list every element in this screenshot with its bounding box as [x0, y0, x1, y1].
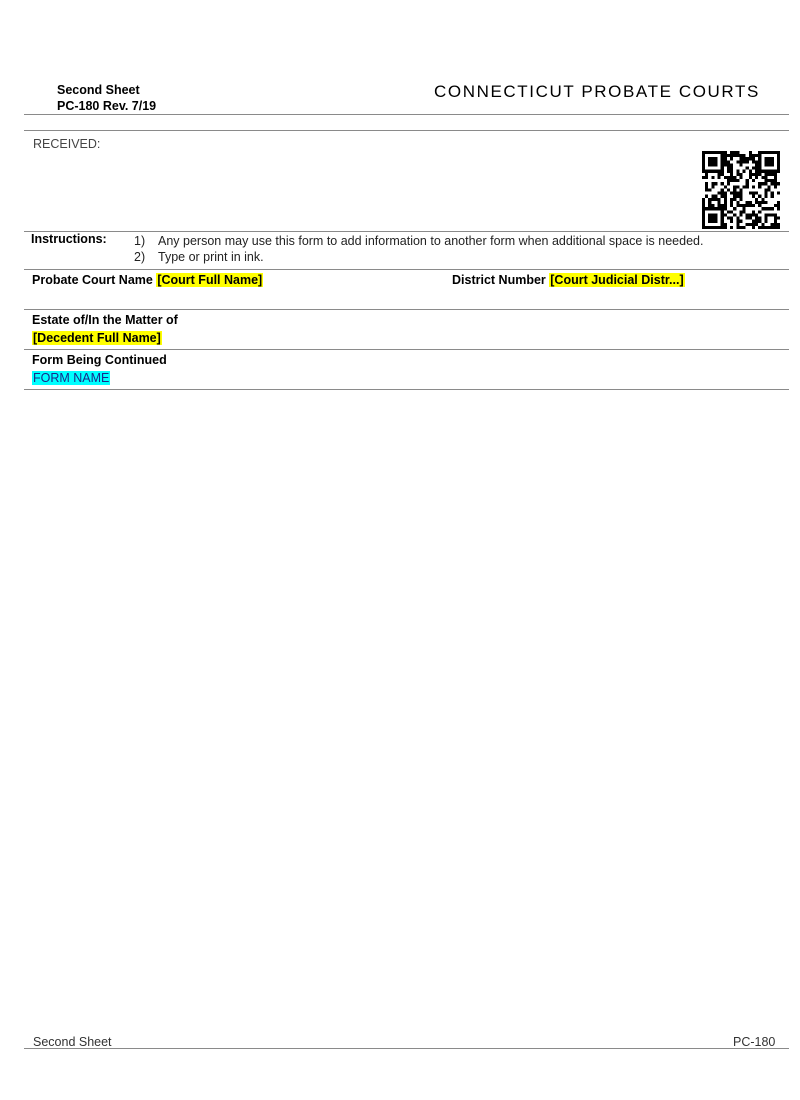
instruction-number-2: 2): [134, 250, 146, 264]
form-continued-divider: [24, 349, 789, 350]
instruction-text-1: Any person may use this form to add information to another form when additional space is needed.: [158, 234, 704, 248]
form-name-value[interactable]: FORM NAME: [33, 371, 110, 385]
fields-bottom-divider: [24, 389, 789, 390]
sheet-title: Second Sheet: [57, 83, 140, 97]
form-continued-value-wrap: [32, 371, 110, 386]
header-divider: [24, 114, 789, 115]
decedent-name-value[interactable]: [Decedent Full Name]: [33, 331, 161, 345]
district-number-label: District Number: [452, 273, 546, 287]
estate-value-wrap: [32, 331, 162, 346]
estate-row-divider: [24, 309, 789, 310]
district-number-value[interactable]: [Court Judicial Distr...]: [550, 273, 684, 287]
received-top-divider: [24, 130, 789, 131]
court-row-divider: [24, 269, 789, 270]
probate-court-field: [32, 273, 263, 288]
district-number-field: [452, 273, 685, 288]
received-label: RECEIVED:: [33, 137, 101, 151]
form-revision: PC-180 Rev. 7/19: [57, 99, 157, 113]
footer-sheet-title: Second Sheet: [33, 1035, 112, 1049]
qr-code-icon: [702, 151, 780, 229]
instructions-label: Instructions:: [31, 232, 107, 246]
footer-divider: [24, 1048, 789, 1049]
form-continued-label: Form Being Continued: [32, 353, 167, 367]
court-system-title: CONNECTICUT PROBATE COURTS: [434, 82, 760, 101]
instructions-divider: [24, 231, 789, 232]
instruction-text-2: Type or print in ink.: [158, 250, 264, 264]
probate-court-label: Probate Court Name: [32, 273, 153, 287]
probate-court-value[interactable]: [Court Full Name]: [157, 273, 263, 287]
footer-form-number: PC-180: [733, 1035, 776, 1049]
estate-label: Estate of/In the Matter of: [32, 313, 178, 327]
instruction-number-1: 1): [134, 234, 146, 248]
